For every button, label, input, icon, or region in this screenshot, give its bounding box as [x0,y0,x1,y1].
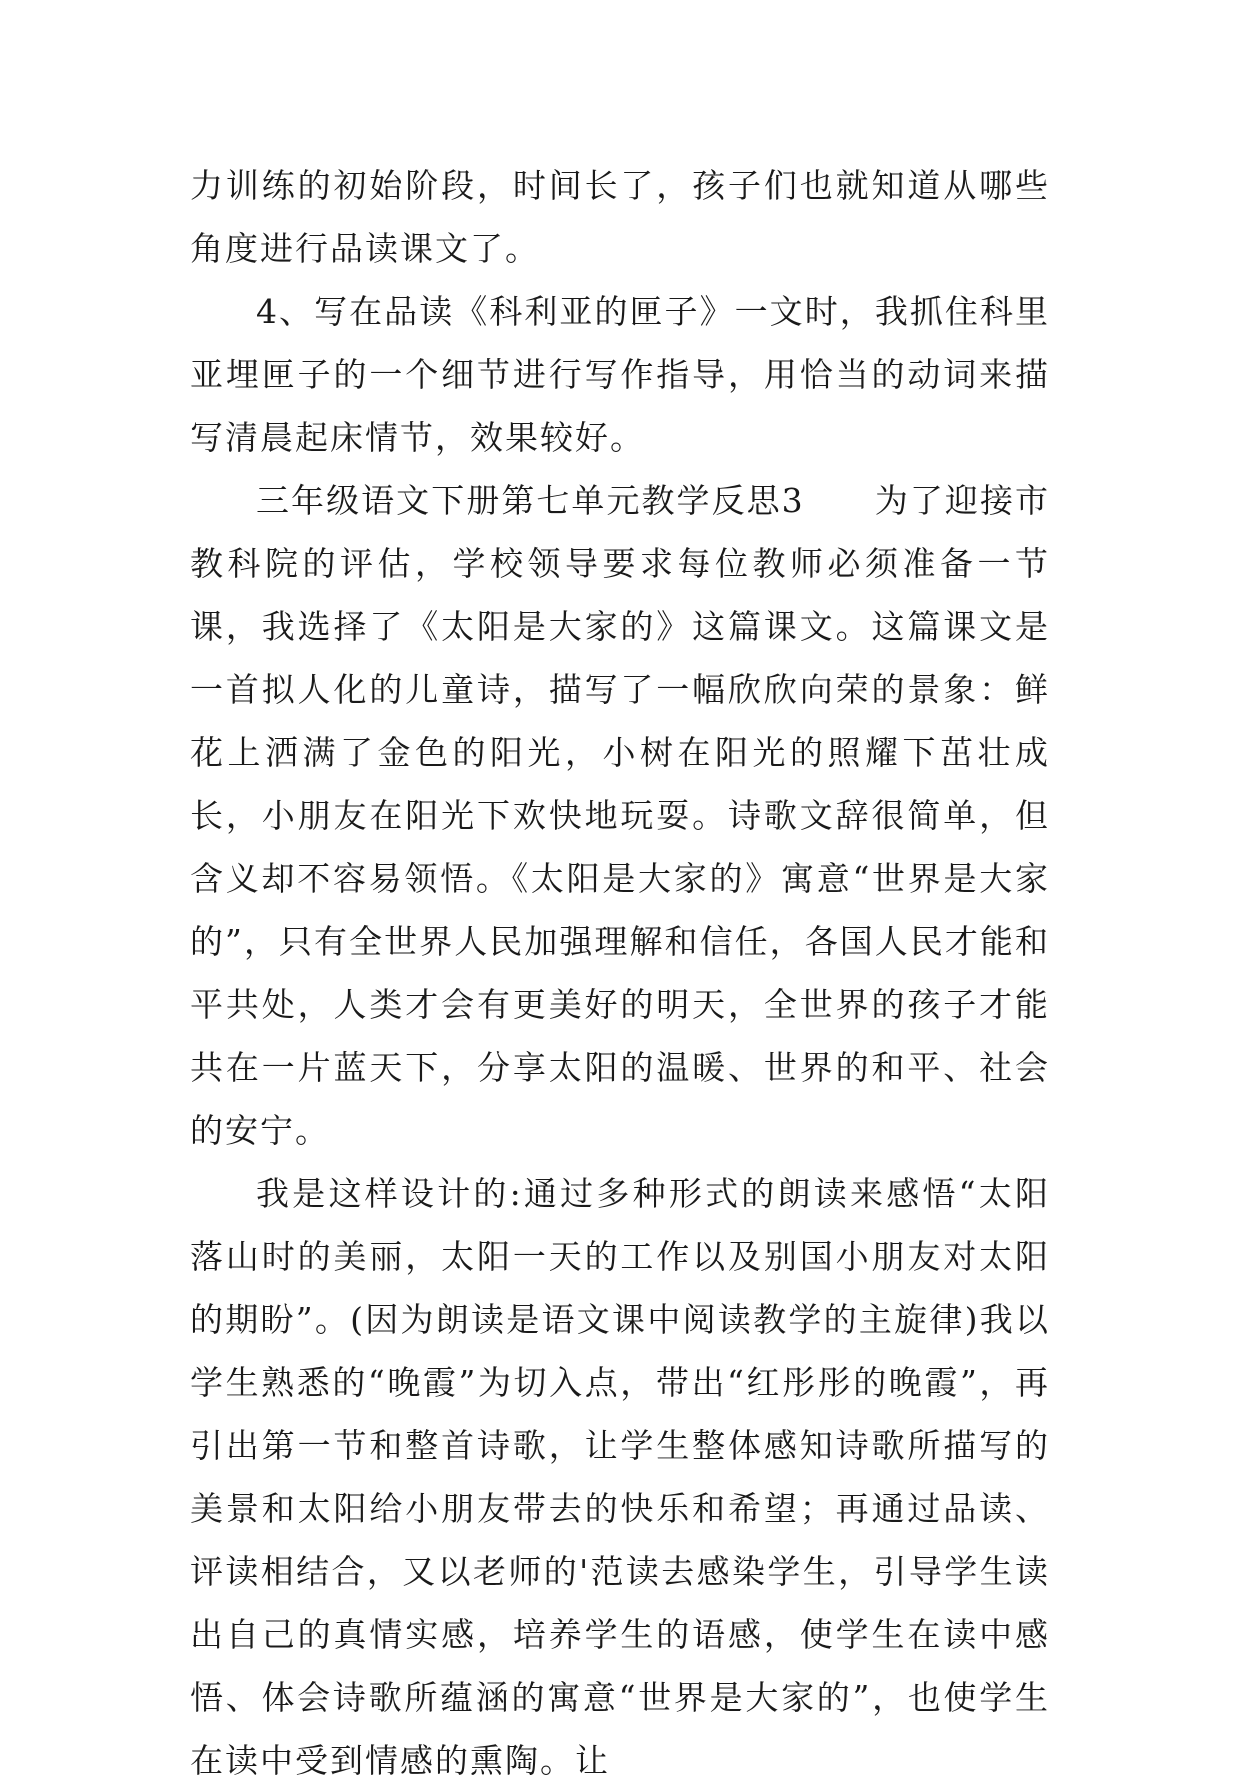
document-body [190,154,1050,1792]
paragraph-continuation: 力训练的初始阶段，时间长了，孩子们也就知道从哪些角度进行品读课文了。 [190,166,1050,268]
paragraph-item-4: 4、写在品读《科利亚的匣子》一文时，我抓住科里亚埋匣子的一个细节进行写作指导，用恰当的动词来描写清晨起床情节，效果较好。 [190,292,1050,457]
paragraph-design: 我是这样设计的:通过多种形式的朗读来感悟“太阳落山时的美丽，太阳一天的工作以及别国小朋友对太阳的期盼”。(因为朗读是语文课中阅读教学的主旋律)我以学生熟悉的“晚霞”为切入点，带出“红彤彤的晚霞”，再引出第一节和整首诗歌，让学生整体感知诗歌所描写的美景和太阳给小朋友带去的快乐和希望；再通过品读、评读相结合，又以老师的'范读去感染学生，引导学生读出自己的真情实感，培养学生的语感，使学生在读中感悟、体会诗歌所蕴涵的寓意“世界是大家的”，也使学生在读中受到情感的熏陶。让 [190,1174,1050,1780]
paragraph-reflection-3: 三年级语文下册第七单元教学反思3 为了迎接市教科院的评估，学校领导要求每位教师必须准备一节课，我选择了《太阳是大家的》这篇课文。这篇课文是一首拟人化的儿童诗，描写了一幅欣欣向荣的景象：鲜花上洒满了金色的阳光，小树在阳光的照耀下茁壮成长，小朋友在阳光下欢快地玩耍。诗歌文辞很简单，但含义却不容易领悟。《太阳是大家的》寓意“世界是大家的”，只有全世界人民加强理解和信任，各国人民才能和平共处，人类才会有更美好的明天，全世界的孩子才能共在一片蓝天下，分享太阳的温暖、世界的和平、社会的安宁。 [190,481,1050,1150]
